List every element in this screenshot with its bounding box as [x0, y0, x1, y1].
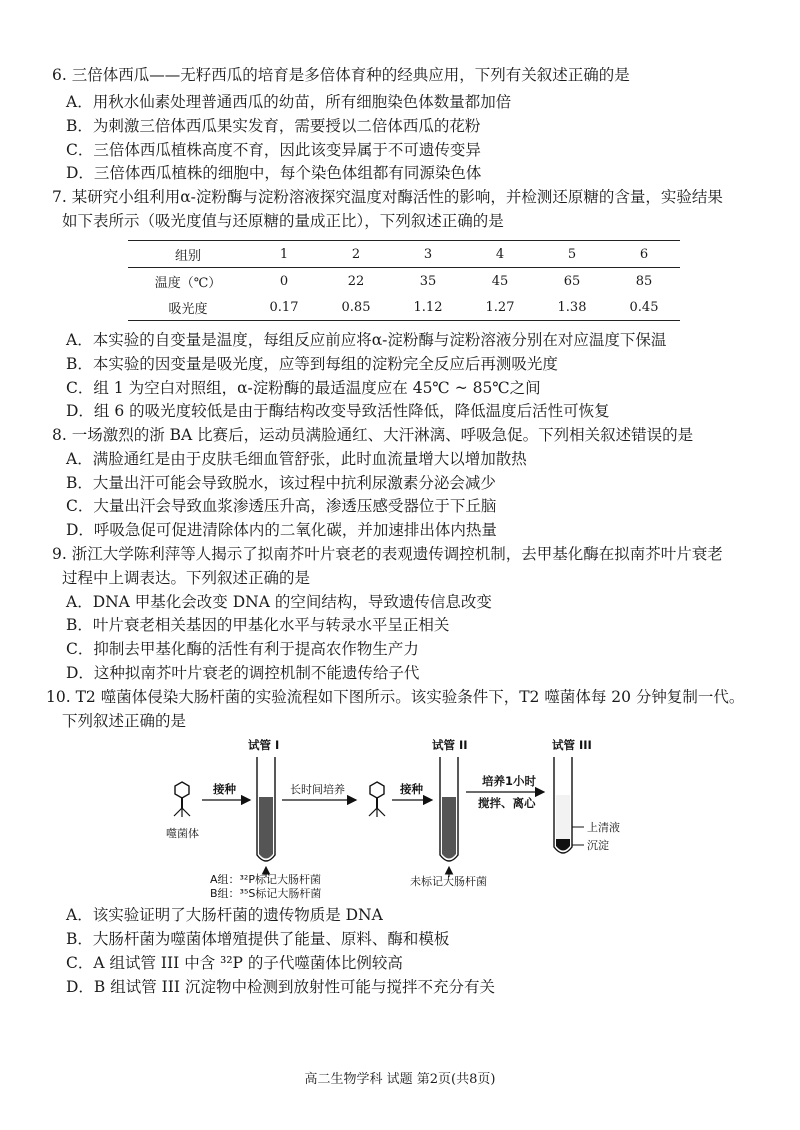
page-footer: 高二生物学科 试题 第2页(共8页) [304, 1072, 496, 1087]
culture-1h-label: 培养1小时 [482, 774, 537, 788]
q6-option-b: B．为刺激三倍体西瓜果实发育，需要授以二倍体西瓜的花粉 [66, 117, 481, 135]
long-culture-label: 长时间培养 [290, 783, 345, 796]
table-cell: 85 [635, 273, 653, 289]
q6-stem: 6. 三倍体西瓜——无籽西瓜的培育是多倍体育种的经典应用，下列有关叙述正确的是 [52, 66, 630, 84]
table-row-temperature [128, 268, 680, 295]
table-cell: 1 [248, 241, 320, 268]
table-cell: 0.85 [320, 294, 392, 321]
q6-option-c: C．三倍体西瓜植株高度不育，因此该变异属于不可遗传变异 [66, 141, 481, 159]
tube3-label: 试管 III [552, 738, 592, 752]
q10-option-c: C．A 组试管 III 中含 ³²P 的子代噬菌体比例较高 [66, 954, 403, 972]
row-label-absorbance: 吸光度 [128, 294, 248, 321]
q10-option-b: B．大肠杆菌为噬菌体增殖提供了能量、原料、酶和模板 [66, 930, 450, 948]
stir-centrifuge-label: 搅拌、离心 [478, 796, 536, 810]
unlabeled-ecoli-label: 未标记大肠杆菌 [410, 875, 487, 888]
q9-stem-line1: 9. 浙江大学陈利萍等人揭示了拟南芥叶片衰老的表观遗传调控机制，去甲基化酶在拟南芥叶片衰老 [52, 545, 723, 563]
row-label-temperature: 温度（℃） [154, 275, 222, 291]
q8-option-a: A．满脸通红是由于皮肤毛细血管舒张，此时血流量增大以增加散热 [66, 450, 527, 468]
q7-option-d: D．组 6 的吸光度较低是由于酶结构改变导致活性降低，降低温度后活性可恢复 [66, 402, 610, 420]
q9-option-a: A．DNA 甲基化会改变 DNA 的空间结构，导致遗传信息改变 [66, 593, 492, 611]
q7-option-a: A．本实验的自变量是温度，每组反应前应将α-淀粉酶与淀粉溶液分别在对应温度下保温 [66, 331, 667, 349]
table-cell: 65 [563, 273, 581, 289]
table-cell: 1.38 [536, 294, 608, 321]
q10-stem-line1: 10. T2 噬菌体侵染大肠杆菌的实验流程如下图所示。该实验条件下，T2 噬菌体每 20 分钟复制一代。 [46, 688, 745, 706]
table-cell: 0.45 [608, 294, 680, 321]
phage-label: 噬菌体 [166, 827, 199, 840]
row-label-group: 组别 [128, 241, 248, 268]
table-cell: 5 [536, 241, 608, 268]
table-cell: 0 [279, 273, 289, 289]
tube2-label: 试管 II [432, 738, 468, 752]
q8-option-b: B．大量出汗可能会导致脱水，该过程中抗利尿激素分泌会减少 [66, 474, 496, 492]
table-cell: 0.17 [248, 294, 320, 321]
q8-stem: 8. 一场激烈的浙 BA 比赛后，运动员满脸通红、大汗淋漓、呼吸急促。下列相关叙述错误的是 [52, 426, 694, 444]
table-row-absorbance [128, 294, 680, 321]
q7-option-c: C．组 1 为空白对照组，α-淀粉酶的最适温度应在 45℃ ~ 85℃之间 [66, 379, 541, 397]
sediment-label: 沉淀 [587, 839, 609, 852]
inoculate2-label: 接种 [400, 782, 423, 796]
supernatant-label: 上清液 [587, 821, 620, 834]
phage-icon [174, 782, 190, 817]
q8-option-d: D．呼吸急促可促进清除体内的二氧化碳，并加速排出体内热量 [66, 521, 497, 539]
table-cell: 1.27 [464, 294, 536, 321]
tube1-label: 试管 I [248, 738, 280, 752]
group-a-label: A组：³²P标记大肠杆菌 [210, 873, 321, 886]
table-row-group [128, 241, 680, 268]
q9-option-b: B．叶片衰老相关基因的甲基化水平与转录水平呈正相关 [66, 616, 450, 634]
q10-option-a: A．该实验证明了大肠杆菌的遗传物质是 DNA [66, 906, 383, 924]
q9-option-c: C．抑制去甲基化酶的活性有利于提高农作物生产力 [66, 640, 419, 658]
q7-stem-line1: 7. 某研究小组利用α-淀粉酶与淀粉溶液探究温度对酶活性的影响，并检测还原糖的含量，实验结果 [52, 188, 723, 206]
inoculate1-label: 接种 [213, 782, 236, 796]
test-tube-3 [554, 757, 572, 853]
q8-option-c: C．大量出汗会导致血浆渗透压升高，渗透压感受器位于下丘脑 [66, 497, 497, 515]
table-cell: 1.12 [392, 294, 464, 321]
q9-option-d: D．这种拟南芥叶片衰老的调控机制不能遗传给子代 [66, 664, 420, 682]
table-cell: 45 [491, 273, 509, 289]
table-cell: 6 [608, 241, 680, 268]
q6-option-a: A．用秋水仙素处理普通西瓜的幼苗，所有细胞染色体数量都加倍 [66, 93, 512, 111]
q9-stem-line2: 过程中上调表达。下列叙述正确的是 [62, 569, 311, 587]
phage-infection-diagram [160, 735, 630, 900]
q10-option-d: D．B 组试管 III 沉淀物中检测到放射性可能与搅拌不充分有关 [66, 978, 495, 996]
test-tube-1 [257, 757, 275, 861]
phage-icon [369, 782, 385, 817]
table-cell: 4 [464, 241, 536, 268]
q6-option-d: D．三倍体西瓜植株的细胞中，每个染色体组都有同源染色体 [66, 164, 482, 182]
table-cell: 35 [419, 273, 437, 289]
q7-results-table [128, 240, 680, 321]
q7-option-b: B．本实验的因变量是吸光度，应等到每组的淀粉完全反应后再测吸光度 [66, 355, 558, 373]
table-cell: 22 [347, 273, 365, 289]
table-cell: 3 [392, 241, 464, 268]
group-b-label: B组：³⁵S标记大肠杆菌 [210, 887, 322, 900]
q7-stem-line2: 如下表所示（吸光度值与还原糖的量成正比），下列叙述正确的是 [62, 212, 504, 230]
q10-stem-line2: 下列叙述正确的是 [62, 712, 187, 730]
table-cell: 2 [320, 241, 392, 268]
test-tube-2 [440, 757, 458, 861]
